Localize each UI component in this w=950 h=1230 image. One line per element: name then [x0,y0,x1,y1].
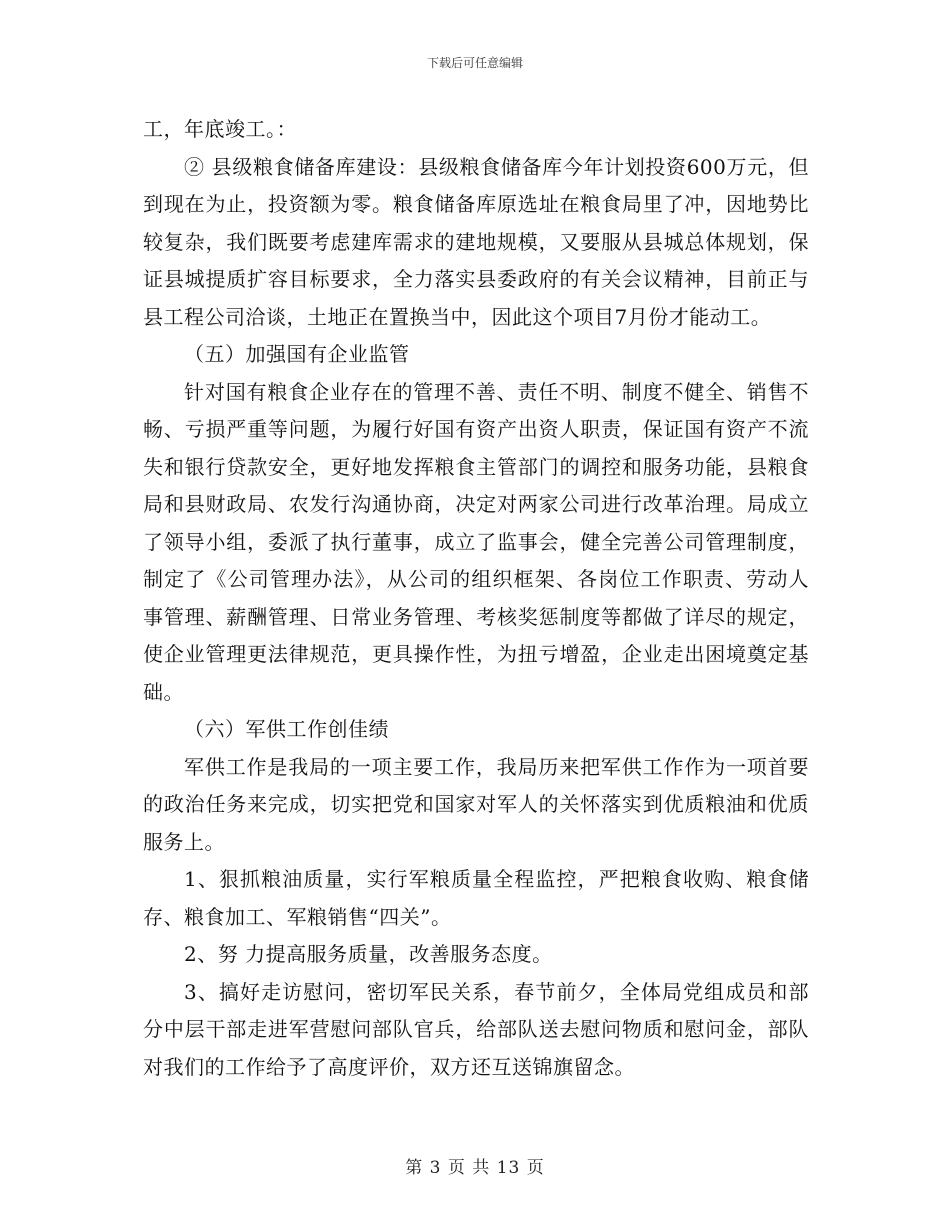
list-item-3: 3、搞好走访慰问，密切军民关系，春节前夕，全体局党组成员和部分中层干部走进军营慰问部队官兵，给部队送去慰问物质和慰问金，部队对我们的工作给予了高度评价，双方还互送锦旗留念。 [143,979,809,1079]
section-heading-6: （六）军供工作创佳绩 [184,717,389,741]
footer-total-pages: 13 [496,1158,521,1178]
footer-prefix: 第 [405,1158,424,1178]
paragraph-enterprise-supervision: 针对国有粮食企业存在的管理不善、责任不明、制度不健全、销售不畅、亏损严重等问题，为履行好国有资产出资人职责，保证国有资产不流失和银行贷款安全，更好地发挥粮食主管部门的调控和服务功能，县粮食局和县财政局、农发行沟通协商，决定对两家公司进行改革治理。局成立了领导小组，委派了执行董事，成立了监事会，健全完善公司管理制度，制定了《公司管理办法》，从公司的组织框架、各岗位工作职责、劳动人事管理、薪酬管理、日常业务管理、考核奖惩制度等都做了详尽的规定，使企业管理更法律规范，更具操作性，为扭亏增盈，企业走出困境奠定基础。 [143,379,809,704]
paragraph-continuation: 工，年底竣工。： [143,117,297,141]
footer-middle: 页 共 [447,1158,491,1178]
paragraph-grain-reserve: ② 县级粮食储备库建设：县级粮食储备库今年计划投资600万元，但到现在为止，投资额为零。粮食储备库原选址在粮食局里了冲，因地势比较复杂，我们既要考虑建库需求的建地规模，又要服从县城总体规划，保证县城提质扩容目标要求，全力落实县委政府的有关会议精神，目前正与县工程公司洽谈，土地正在置换当中，因此这个项目7月份才能动工。 [143,154,809,329]
list-item-2: 2、努 力提高服务质量，改善服务态度。 [184,942,553,966]
document-body [143,111,809,1086]
paragraph-military-supply: 军供工作是我局的一项主要工作，我局历来把军供工作作为一项首要的政治任务来完成，切实把党和国家对军人的关怀落实到优质粮油和优质服务上。 [143,754,809,854]
page-number-footer [0,1153,950,1178]
footer-current-page: 3 [429,1158,442,1178]
section-heading-5: （五）加强国有企业监管 [184,342,410,366]
list-item-1: 1、狠抓粮油质量，实行军粮质量全程监控，严把粮食收购、粮食储存、粮食加工、军粮销售“四关”。 [143,867,809,929]
footer-suffix: 页 [526,1158,545,1178]
header-note: 下载后可任意编辑 [426,56,523,70]
